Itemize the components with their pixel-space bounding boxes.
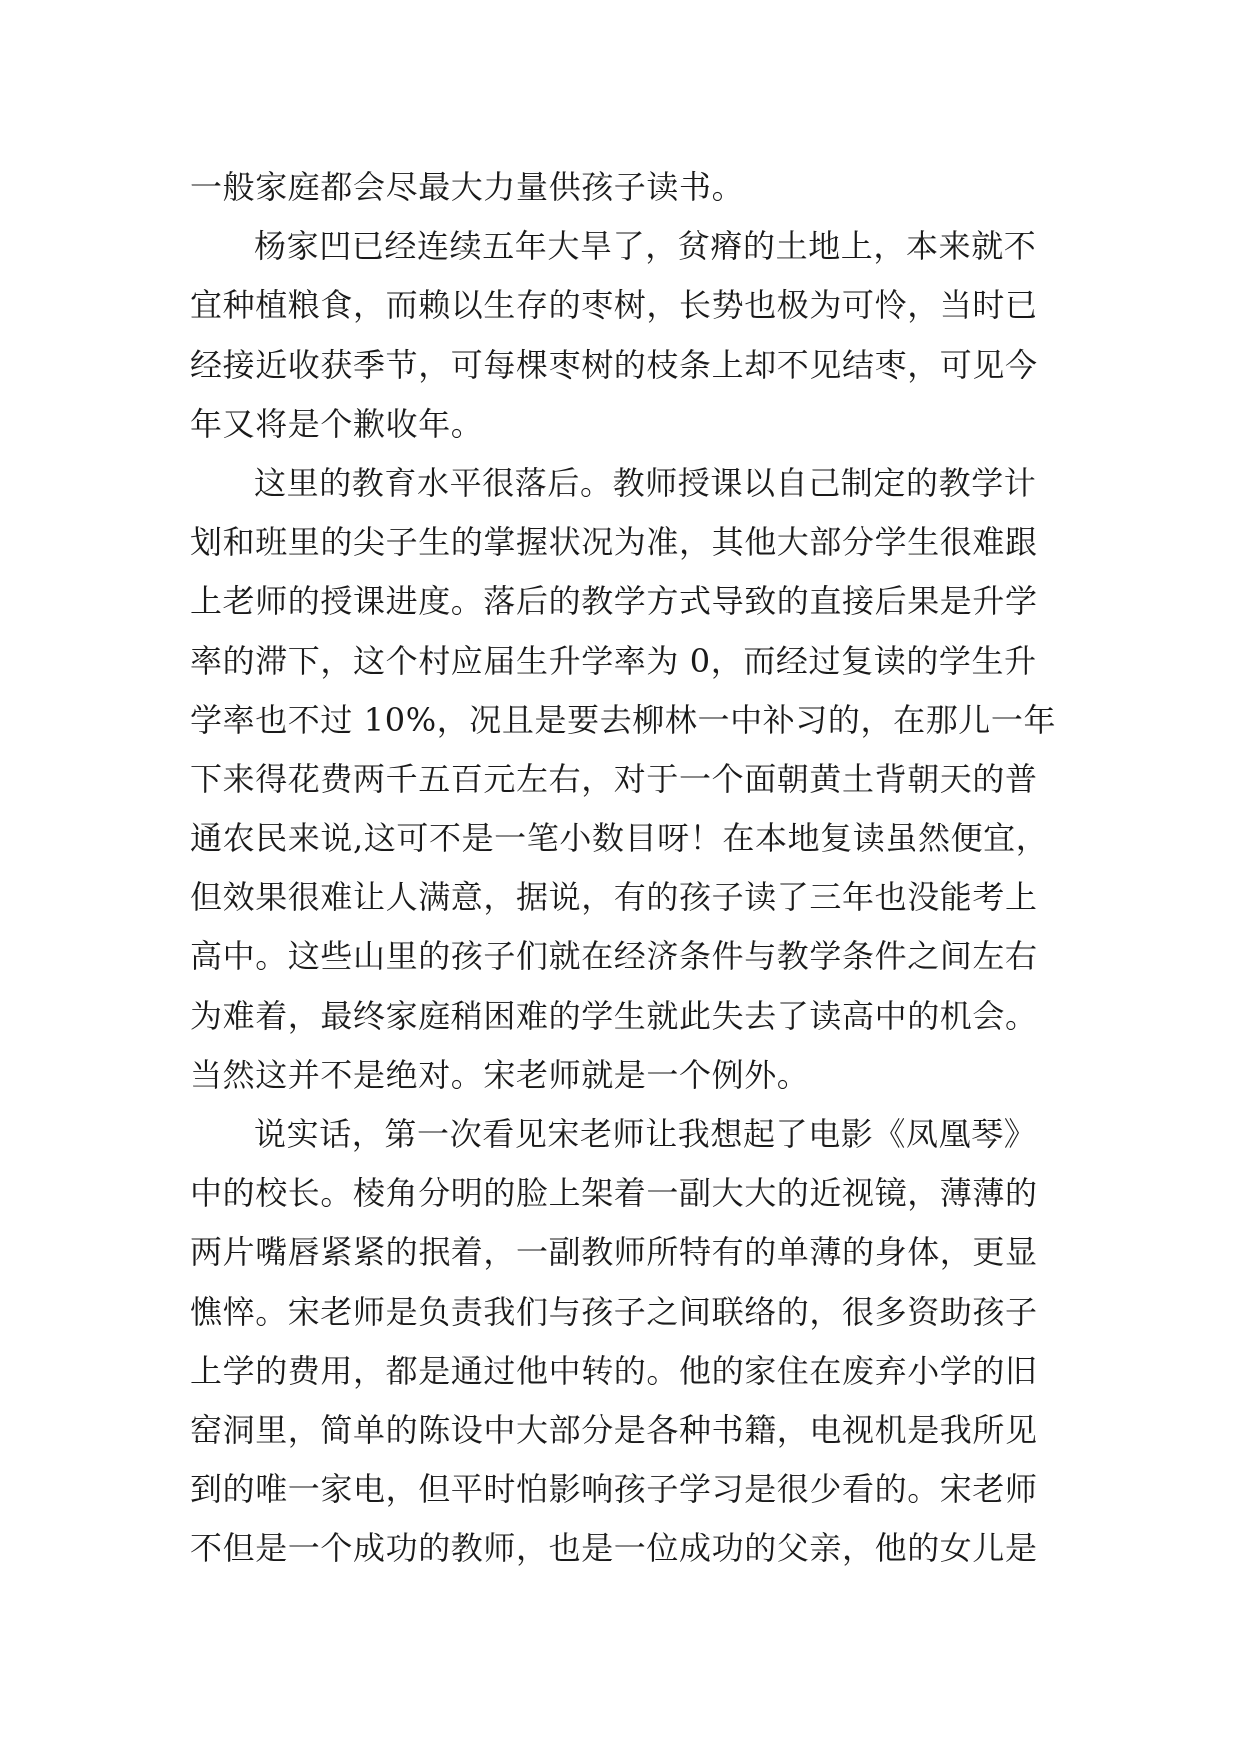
- text-line: 杨家凹已经连续五年大旱了，贫瘠的土地上，本来就不: [254, 227, 1037, 266]
- text-line: 通农民来说,这可不是一笔小数目呀！在本地复读虽然便宜，: [190, 819, 1049, 858]
- text-line: 学率也不过 10%，况且是要去柳林一中补习的，在那儿一年: [190, 700, 1057, 739]
- text-line: 这里的教育水平很落后。教师授课以自己制定的教学计: [254, 463, 1037, 502]
- text-line: 窑洞里，简单的陈设中大部分是各种书籍，电视机是我所见: [190, 1410, 1038, 1449]
- text-line: 不但是一个成功的教师，也是一位成功的父亲，他的女儿是: [190, 1529, 1038, 1568]
- text-line: 但效果很难让人满意，据说，有的孩子读了三年也没能考上: [190, 878, 1038, 917]
- text-line: 下来得花费两千五百元左右，对于一个面朝黄土背朝天的普: [190, 759, 1038, 798]
- text-line: 划和班里的尖子生的掌握状况为准，其他大部分学生很难跟: [190, 523, 1038, 562]
- text-line: 当然这并不是绝对。宋老师就是一个例外。: [190, 1055, 810, 1094]
- text-line: 年又将是个歉收年。: [190, 404, 484, 443]
- text-line: 经接近收获季节，可每棵枣树的枝条上却不见结枣，可见今: [190, 345, 1038, 384]
- document-body: [190, 158, 1070, 1579]
- text-line: 为难着，最终家庭稍困难的学生就此失去了读高中的机会。: [190, 996, 1038, 1035]
- text-line: 一般家庭都会尽最大力量供孩子读书。: [190, 168, 745, 206]
- text-line: 宜种植粮食，而赖以生存的枣树，长势也极为可怜，当时已: [190, 286, 1038, 325]
- text-line: 到的唯一家电，但平时怕影响孩子学习是很少看的。宋老师: [190, 1470, 1038, 1509]
- text-line: 上学的费用，都是通过他中转的。他的家住在废弃小学的旧: [190, 1351, 1038, 1390]
- text-line: 上老师的授课进度。落后的教学方式导致的直接后果是升学: [190, 582, 1038, 621]
- text-line: 中的校长。棱角分明的脸上架着一副大大的近视镜，薄薄的: [190, 1174, 1038, 1213]
- text-line: 憔悴。宋老师是负责我们与孩子之间联络的，很多资助孩子: [190, 1292, 1038, 1331]
- text-line: 率的滞下，这个村应届生升学率为 0，而经过复读的学生升: [190, 641, 1037, 680]
- text-line: 高中。这些山里的孩子们就在经济条件与教学条件之间左右: [190, 937, 1038, 976]
- text-line: 两片嘴唇紧紧的抿着，一副教师所特有的单薄的身体，更显: [190, 1233, 1038, 1272]
- text-line: 说实话，第一次看见宋老师让我想起了电影《凤凰琴》: [254, 1115, 1037, 1153]
